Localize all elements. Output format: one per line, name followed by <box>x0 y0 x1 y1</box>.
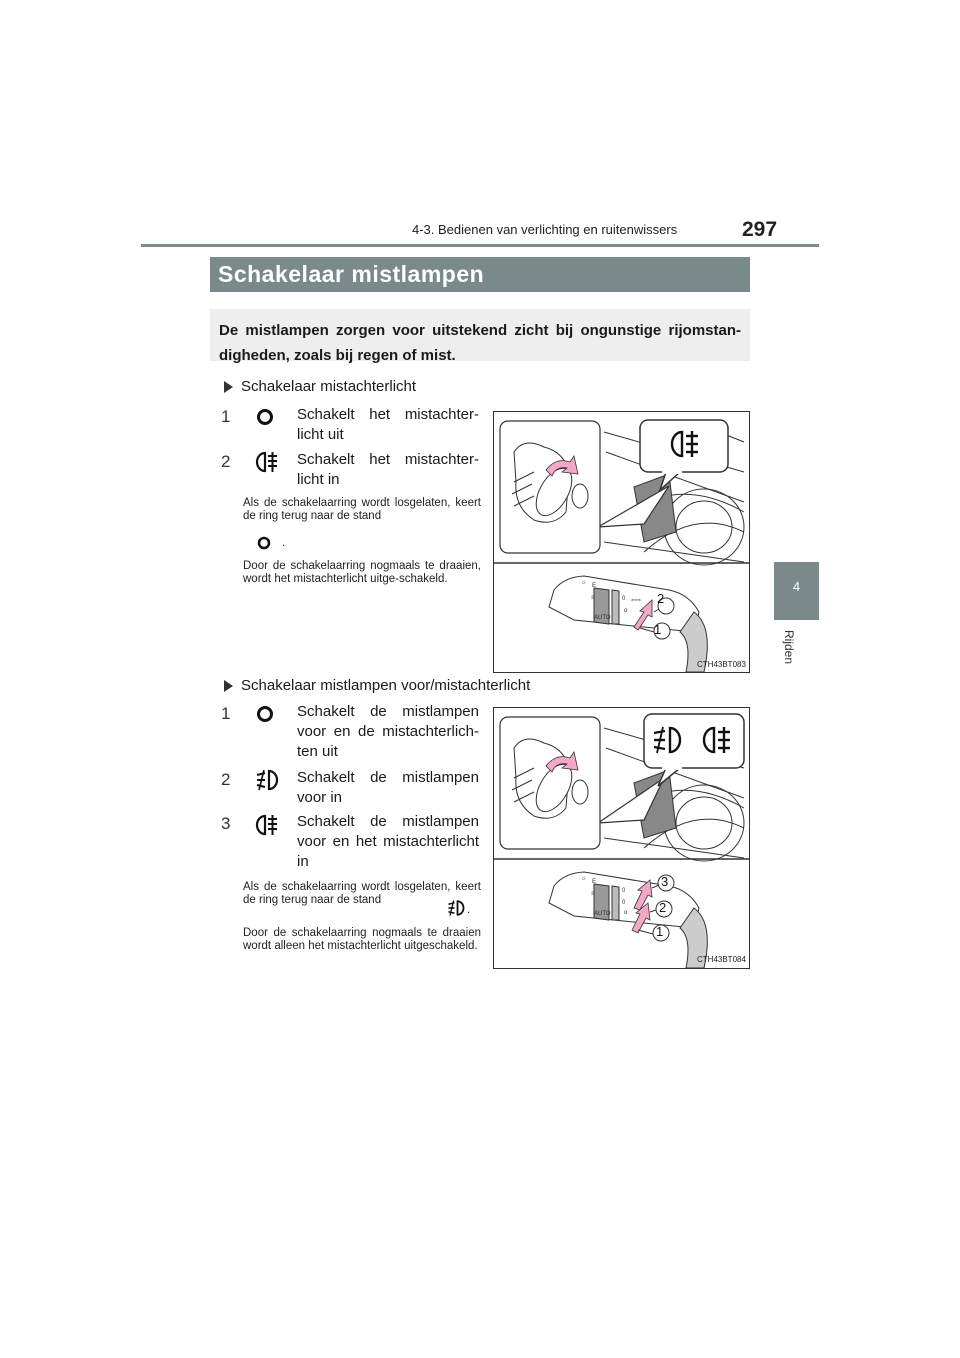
note-text-part: Als de schakelaarring wordt losgelaten, keert de ring terug naar de stand <box>243 881 481 906</box>
figure-code: CTH43BT084 <box>697 955 746 964</box>
page-number: 297 <box>742 218 778 241</box>
callout-3: 3 <box>661 874 669 889</box>
svg-text:o: o <box>624 608 628 614</box>
rear-fog-icon <box>254 450 280 474</box>
triangle-bullet-icon <box>224 381 233 393</box>
rear-fog-icon <box>254 813 280 837</box>
svg-text:0: 0 <box>622 900 626 906</box>
subheading-text: Schakelaar mistlampen voor/mistachterlicht <box>241 677 531 694</box>
note-text: Door de schakelaarring nogmaals te draaien, wordt het mistachterlicht uitge-schakeld. <box>243 560 481 585</box>
callout-2: 2 <box>659 900 667 915</box>
note-text: Door de schakelaarring nogmaals te draaien wordt alleen het mistachterlicht uitgeschakeld. <box>243 927 481 952</box>
svg-text:0: 0 <box>622 596 626 602</box>
triangle-bullet-icon <box>224 680 233 692</box>
note-text-part: . <box>282 537 286 549</box>
section-title: Schakelaar mistlampen <box>210 257 750 292</box>
svg-text:o: o <box>624 910 628 916</box>
header-rule <box>141 244 819 247</box>
callout-1: 1 <box>654 622 662 637</box>
figure-rear-fog-switch <box>493 411 750 673</box>
note-text-part: . <box>467 904 471 916</box>
svg-text:AUTO: AUTO <box>594 615 611 621</box>
svg-text:E: E <box>592 879 597 885</box>
intro-box: De mistlampen zorgen voor uitstekend zicht bij ongunstige rijomstan-digheden, zoals bij regen of mist. <box>210 309 750 361</box>
item-number: 1 <box>221 704 231 723</box>
chapter-label: Rijden <box>782 630 796 665</box>
subheading-text: Schakelaar mistachterlicht <box>241 378 417 395</box>
callout-1: 1 <box>656 924 664 939</box>
item-number: 2 <box>221 452 231 471</box>
svg-text:≡: ≡ <box>591 595 595 601</box>
off-ring-icon <box>255 407 275 427</box>
running-header: 4-3. Bedienen van verlichting en ruitenwissers <box>412 222 678 237</box>
front-fog-icon <box>254 768 280 792</box>
front-fog-icon <box>446 899 466 917</box>
item-text: Schakelt het mistachter-licht in <box>297 451 479 488</box>
svg-text:⇦⇨: ⇦⇨ <box>631 598 642 604</box>
svg-text:AUTO: AUTO <box>594 911 611 917</box>
svg-text:☼: ☼ <box>581 876 587 882</box>
item-text: Schakelt het mistachter-licht uit <box>297 406 479 443</box>
off-ring-icon <box>256 535 272 551</box>
subheading-front-rear-fog <box>224 677 530 694</box>
svg-text:E: E <box>592 583 597 589</box>
note-text-part: Als de schakelaarring wordt losgelaten, keert de ring terug naar de stand <box>243 497 481 522</box>
item-text: Schakelt de mistlampen voor en de mistachterlich-ten uit <box>297 703 479 760</box>
item-number: 3 <box>221 814 231 833</box>
svg-text:0: 0 <box>622 888 626 894</box>
figure-front-rear-fog-switch <box>493 707 750 969</box>
item-number: 1 <box>221 407 231 426</box>
off-ring-icon <box>255 704 275 724</box>
chapter-tab[interactable]: 4 <box>774 562 819 620</box>
svg-text:≡: ≡ <box>591 891 595 897</box>
callout-2: 2 <box>657 591 665 606</box>
figure-code: CTH43BT083 <box>697 660 746 669</box>
figure-illustration <box>494 708 749 968</box>
item-text: Schakelt de mistlampen voor en het mistachterlicht in <box>297 813 479 870</box>
subheading-rear-fog <box>224 378 416 395</box>
note-text <box>243 497 481 523</box>
item-text: Schakelt de mistlampen voor in <box>297 769 479 806</box>
figure-illustration <box>494 412 749 672</box>
svg-text:☼: ☼ <box>581 580 587 586</box>
item-number: 2 <box>221 770 231 789</box>
